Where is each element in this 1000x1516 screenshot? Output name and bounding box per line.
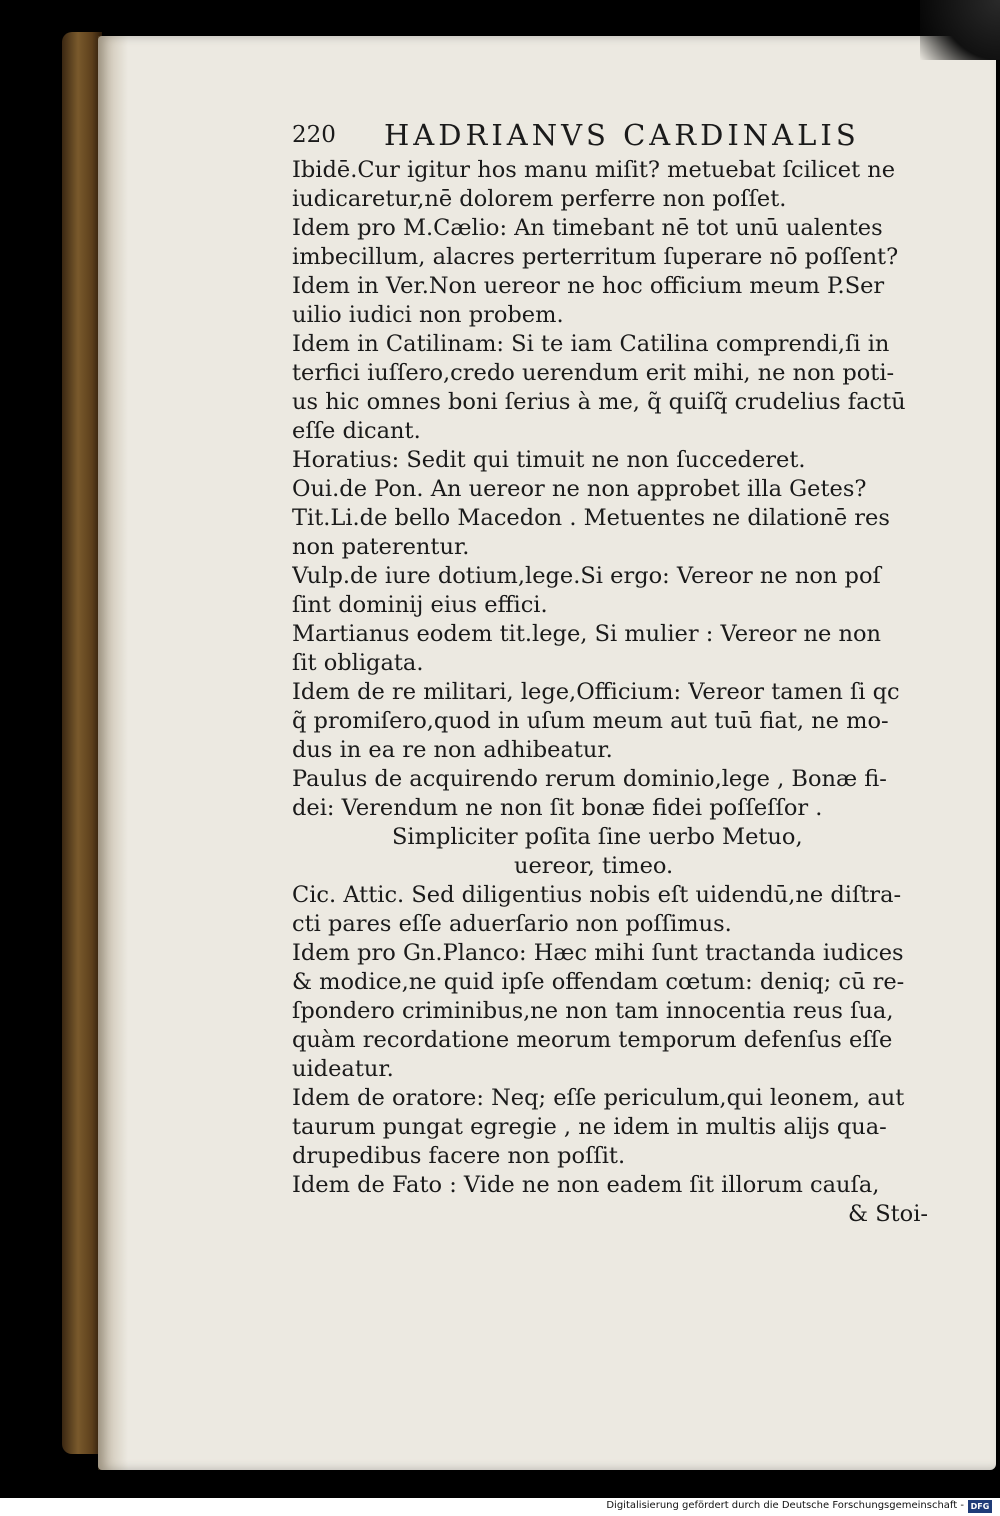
corner-shadow bbox=[920, 0, 1000, 60]
text-line: Horatius: Sedit qui timuit ne non ſuccederet. bbox=[292, 447, 806, 473]
page-header bbox=[292, 118, 912, 158]
text-line: Ibidē.Cur igitur hos manu miſit? metuebat ſcilicet ne bbox=[292, 157, 896, 183]
text-line: Idem pro Gn.Planco: Hæc mihi ſunt tractanda iudices bbox=[292, 940, 904, 966]
text-line: Martianus eodem tit.lege, Si mulier : Vereor ne non bbox=[292, 621, 882, 647]
dfg-logo: DFG bbox=[968, 1500, 992, 1513]
text-line: q̃ promiſero,quod in uſum meum aut tuū fiat, ne mo- bbox=[292, 708, 889, 734]
page-number: 220 bbox=[292, 122, 336, 148]
text-line: cti pares eſſe aduerſario non poſſimus. bbox=[292, 911, 732, 937]
text-line: ſint dominij eius effici. bbox=[292, 592, 548, 618]
text-line: ſit obligata. bbox=[292, 650, 424, 676]
text-line: Vulp.de iure dotium,lege.Si ergo: Vereor ne non poſ bbox=[292, 563, 881, 589]
text-line: ſpondero criminibus,ne non tam innocentia reus ſua, bbox=[292, 998, 894, 1024]
funding-credit: Digitalisierung gefördert durch die Deutsche Forschungsgemeinschaft - bbox=[606, 1500, 964, 1511]
text-line: imbecillum, alacres perterritum ſuperare nō poſſent? bbox=[292, 244, 899, 270]
text-block bbox=[292, 156, 932, 1229]
text-line: Cic. Attic. Sed diligentius nobis eſt uidendū,ne diſtra- bbox=[292, 882, 902, 908]
text-line: drupedibus facere non poſſit. bbox=[292, 1143, 626, 1169]
text-line: taurum pungat egregie , ne idem in multis alijs qua- bbox=[292, 1114, 887, 1140]
text-line: dei: Verendum ne non ſit bonæ fidei poſſeſſor . bbox=[292, 795, 823, 821]
text-line: Idem de re militari, lege,Officium: Vereor tamen ſi qc bbox=[292, 679, 900, 705]
section-heading-line: uereor, timeo. bbox=[514, 853, 674, 879]
section-heading-line: Simpliciter poſita ſine uerbo Metuo, bbox=[392, 824, 803, 850]
text-line: Idem in Catilinam: Si te iam Catilina comprendi,ſi in bbox=[292, 331, 890, 357]
text-line: Paulus de acquirendo rerum dominio,lege , Bonæ fi- bbox=[292, 766, 887, 792]
text-line: & modice,ne quid ipſe offendam cœtum: deniq; cū re- bbox=[292, 969, 905, 995]
text-line: Idem de oratore: Neq; eſſe periculum,qui leonem, aut bbox=[292, 1085, 905, 1111]
text-line: dus in ea re non adhibeatur. bbox=[292, 737, 613, 763]
page-gutter-shade bbox=[98, 36, 128, 1470]
text-line: iudicaretur,nē dolorem perferre non poſſet. bbox=[292, 186, 787, 212]
text-line: Tit.Li.de bello Macedon . Metuentes ne dilationē res bbox=[292, 505, 890, 531]
running-head: HADRIANVS CARDINALIS bbox=[384, 118, 860, 152]
text-line: terfici iuſſero,credo uerendum erit mihi, ne non poti- bbox=[292, 360, 895, 386]
text-line: eſſe dicant. bbox=[292, 418, 421, 444]
text-line: Idem de Fato : Vide ne non eadem ſit illorum cauſa, bbox=[292, 1172, 880, 1198]
text-line: uideatur. bbox=[292, 1056, 394, 1082]
text-line: us hic omnes boni ſerius à me, q̃ quiſq̃ crudelius factū bbox=[292, 389, 906, 415]
text-line: Oui.de Pon. An uereor ne non approbet illa Getes? bbox=[292, 476, 867, 502]
text-line: non paterentur. bbox=[292, 534, 470, 560]
catchword: & Stoi- bbox=[848, 1201, 928, 1227]
text-line: Idem pro M.Cælio: An timebant nē tot unū ualentes bbox=[292, 215, 883, 241]
text-line: quàm recordatione meorum temporum defenſus eſſe bbox=[292, 1027, 893, 1053]
text-line: uilio iudici non probem. bbox=[292, 302, 564, 328]
text-line: Idem in Ver.Non uereor ne hoc officium meum P.Ser bbox=[292, 273, 885, 299]
page-edge bbox=[62, 32, 102, 1454]
